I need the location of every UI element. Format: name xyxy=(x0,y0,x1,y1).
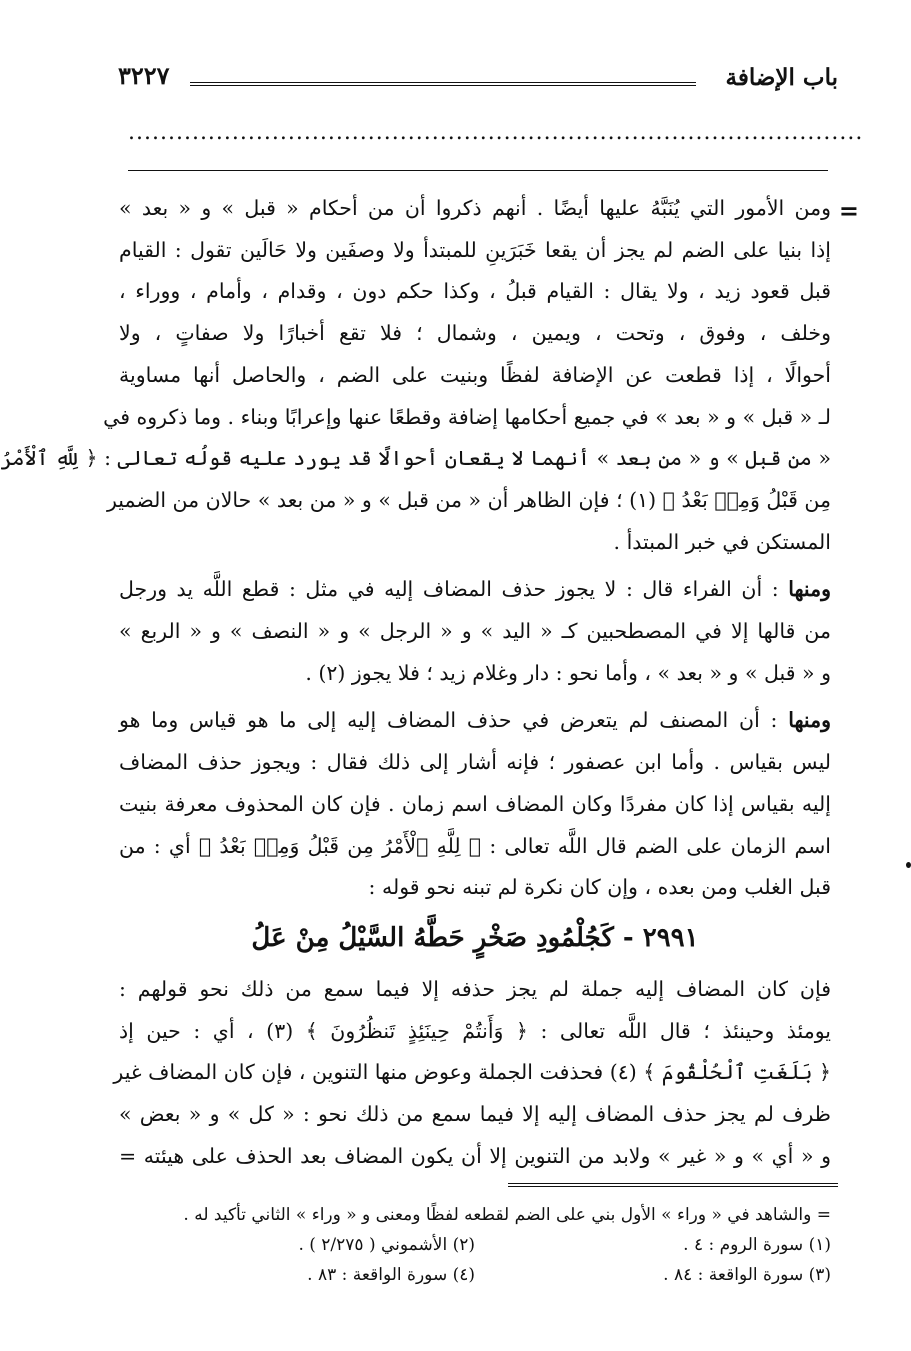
text-line: اسم الزمان على الضم قال اللَّه تعالى : ﴿ لِلَّهِ ٱلْأَمْرُ مِن قَبْلُ وَمِنۢ بَعْدُ ﴾ أي : من xyxy=(119,833,831,858)
text-line: لـ « قبل » و « بعد » في جميع أحكامها إضافة وقطعًا عنها وإعرابًا وبناء . وما ذكروه في xyxy=(103,404,831,429)
footnote-3: (٣) سورة الواقعة : ٨٤ . xyxy=(663,1265,831,1285)
text-line: مِن قَبْلُ وَمِنۢ بَعْدُ ﴾ (١) ؛ فإن الظاهر أن « من قبل » و « من بعد » حالان من الضمير xyxy=(106,487,831,512)
running-title: باب الإضافة xyxy=(725,64,838,91)
text-line: قبل قعود زيد ، ولا يقال : القيام قبلُ ، وكذا حكم دون ، وقدام ، وأمام ، ووراء ، xyxy=(119,279,831,304)
text-segment: : أن المصنف لم يتعرض في حذف المضاف إليه إلى ما هو قياس وما هو xyxy=(119,708,778,733)
text-line: أحوالًا ، إذا قطعت عن الإضافة لفظًا وبنيت على الضم ، والحاصل أنها مساوية xyxy=(119,362,831,387)
footnote-1: (١) سورة الروم : ٤ . xyxy=(683,1235,831,1255)
text-line: ليس بقياس . وأما ابن عصفور ؛ فإنه أشار إلى ذلك فقال : ويجوز حذف المضاف xyxy=(119,750,831,775)
footnote-rule xyxy=(508,1183,838,1187)
footnote-4: (٤) سورة الواقعة : ٨٣ . xyxy=(307,1265,475,1285)
text-line: قبل الغلب ومن بعده ، وإن كان نكرة لم تبنه نحو قوله : xyxy=(368,875,831,900)
paragraph-3 xyxy=(119,700,831,963)
text-line: ﴿ بَلَغَتِ ٱلْحُلْقُومَ ﴾ (٤) فحذفت الجملة وعوض منها التنوين ، فإن كان المضاف غير xyxy=(113,1060,831,1085)
text-line: فإن كان المضاف إليه جملة لم يجز حذفه إلا فيما سمع من ذلك نحو قولهم : xyxy=(119,976,831,1001)
footnotes xyxy=(119,1200,831,1290)
paragraph-lead: ومنها xyxy=(788,577,831,602)
dotted-separator: ............................................................................................ xyxy=(128,120,864,145)
text-line: المستكن في خبر المبتدأ . xyxy=(613,529,831,554)
text-line: و « قبل » و « بعد » ، وأما نحو : دار وغلام زيد ؛ فلا يجوز (٢) . xyxy=(305,660,831,685)
text-segment: : أن الفراء قال : لا يجوز حذف المضاف إليه في مثل : قطع اللَّه يد ورجل xyxy=(119,577,779,602)
footnote-2: (٢) الأشموني ( ٢/٢٧٥ ) . xyxy=(298,1235,475,1255)
text-line: « من قبل » و « من بعد » أنهما لا يقعان أحوالًا قد يورد عليه قولُه تعالى : ﴿ لِلَّهِ ٱلْأَمْرُ xyxy=(0,446,831,471)
paragraph-lead: ومنها xyxy=(788,708,831,733)
text-line: من قالها إلا في المصطحبين كـ « اليد » و « الرجل » و « النصف » و « الربع » xyxy=(119,619,831,644)
footnote-row xyxy=(119,1260,831,1290)
text-line: ظرف لم يجز حذف المضاف إليه إلا فيما سمع من ذلك نحو : « كل » و « بعض » xyxy=(119,1102,831,1127)
text-line: و « أي » و « غير » ولابد من التنوين إلا أن يكون المضاف بعد الحذف على هيئته = xyxy=(119,1143,831,1168)
text-line: ومن الأمور التي يُنَبَّهُ عليها أيضًا . أنهم ذكروا أن من أحكام « قبل » و « بعد » xyxy=(119,196,831,220)
text-line: إليه بقياس إذا كان مفردًا وكان المضاف اسم زمان . فإن كان المحذوف معرفة بنيت xyxy=(119,791,831,816)
footnote-row xyxy=(119,1230,831,1260)
main-text xyxy=(0,188,831,1177)
separator-rule xyxy=(128,170,828,171)
text-line: يومئذ وحينئذ ؛ قال اللَّه تعالى : ﴿ وَأَنتُمْ حِينَئِذٍ تَنظُرُونَ ﴾ (٣) ، أي : حين إذ xyxy=(119,1018,831,1043)
footnote-continuation: = والشاهد في « وراء » الأول بني على الضم لقطعه لفظًا ومعنى و « وراء » الثاني تأكيد له . xyxy=(183,1205,831,1225)
continuation-mark-start: = xyxy=(838,196,859,225)
paragraph-1 xyxy=(0,188,831,563)
header-rule xyxy=(190,82,696,86)
text-line xyxy=(119,569,831,611)
text-line: إذا بنيا على الضم لم يجز أن يقعا خَبَرَينِ للمبتدأ ولا وصفَين ولا حَالَين تقول : القيام xyxy=(119,237,831,262)
paragraph-2 xyxy=(119,569,831,694)
text-line xyxy=(119,700,831,742)
margin-dot xyxy=(906,862,911,868)
poetry-verse: ٢٩٩١ - كَجُلْمُودِ صَخْرٍ حَطَّهُ السَّيْلُ مِنْ عَلُ xyxy=(251,922,699,953)
page-header xyxy=(118,62,838,102)
paragraph-4 xyxy=(113,969,831,1178)
page-number: ٣٢٢٧ xyxy=(118,61,170,90)
text-line: وخلف ، وفوق ، وتحت ، ويمين ، وشمال ؛ فلا تقع أخبارًا ولا صفاتٍ ، ولا xyxy=(119,321,831,346)
